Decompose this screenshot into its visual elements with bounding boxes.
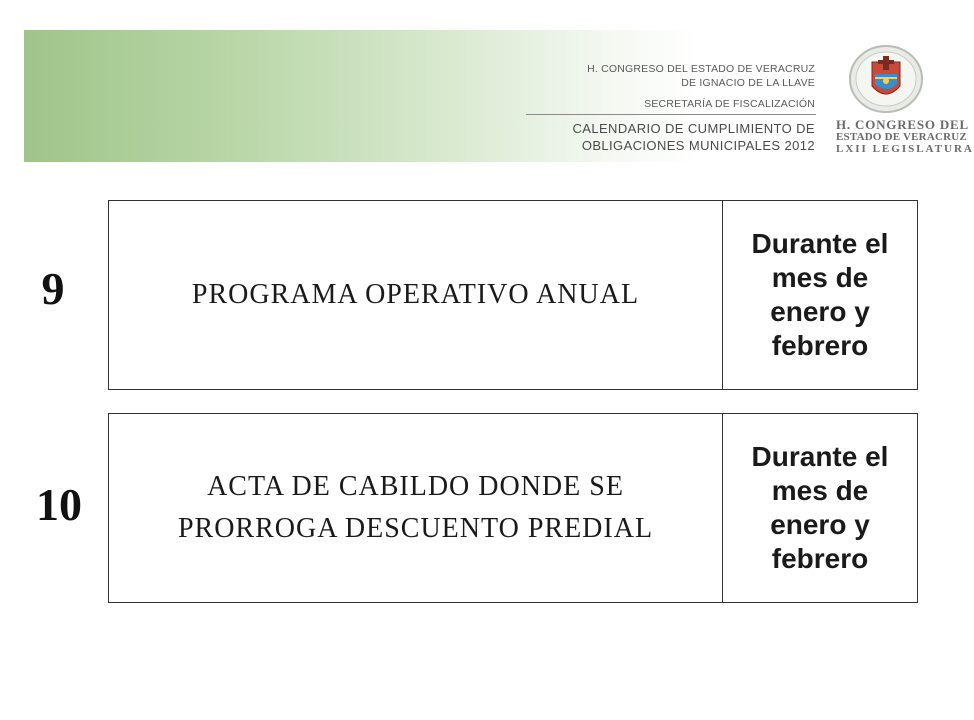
obligation-description: PROGRAMA OPERATIVO ANUAL bbox=[109, 201, 723, 389]
logo-text-line1: H. CONGRESO DEL bbox=[836, 117, 969, 132]
document-title-line1: CALENDARIO DE CUMPLIMIENTO DE bbox=[572, 121, 815, 136]
obligation-deadline: Durante el mes de enero y febrero bbox=[751, 441, 889, 574]
row-number: 9 bbox=[41, 263, 65, 314]
header-divider bbox=[526, 114, 816, 115]
obligation-row bbox=[108, 200, 918, 390]
obligation-deadline: Durante el mes de enero y febrero bbox=[751, 228, 889, 361]
header-banner bbox=[24, 30, 974, 162]
logo-text-line2: ESTADO DE VERACRUZ bbox=[836, 131, 967, 143]
obligation-row bbox=[108, 413, 918, 603]
department-name: SECRETARÍA DE FISCALIZACIÓN bbox=[644, 98, 815, 110]
row-number: 10 bbox=[36, 479, 82, 530]
obligation-description: ACTA DE CABILDO DONDE SE PRORROGA DESCUENTO PREDIAL bbox=[109, 414, 723, 602]
document-title-line2: OBLIGACIONES MUNICIPALES 2012 bbox=[581, 138, 815, 153]
congress-seal-icon bbox=[845, 44, 927, 114]
logo-text-line3: LXII LEGISLATURA bbox=[836, 143, 974, 155]
institution-name: H. CONGRESO DEL ESTADO DE VERACRUZ bbox=[587, 63, 815, 75]
institution-subname: DE IGNACIO DE LA LLAVE bbox=[681, 77, 815, 89]
